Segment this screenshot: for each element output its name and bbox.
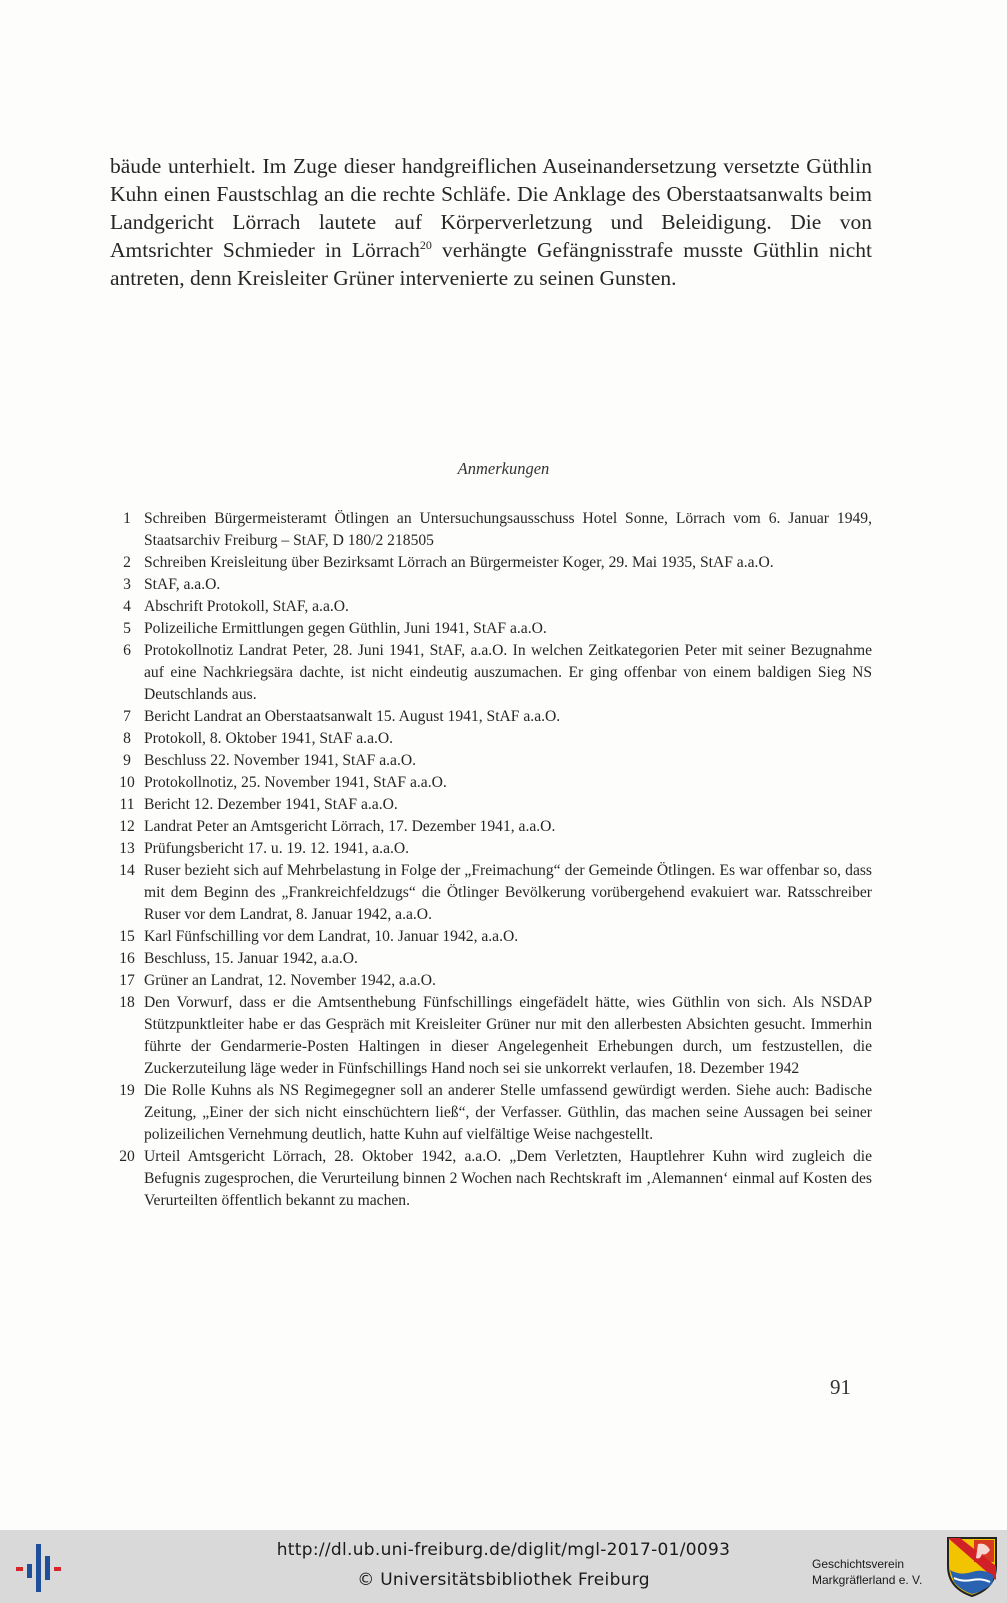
note-text: Grüner an Landrat, 12. November 1942, a.a.O. (144, 972, 436, 989)
note-item (110, 794, 872, 816)
note-item (110, 926, 872, 948)
society-line-2: Markgräflerland e. V. (812, 1573, 923, 1587)
footer-copyright: © Universitätsbibliothek Freiburg (357, 1570, 650, 1590)
note-text: Ruser bezieht sich auf Mehrbelastung in Folge der „Freimachung“ der Gemeinde Ötlingen. Es war offenbar so, dass mit dem Beginn des „Frankreichfeldzugs“ die Ötlinger Bevölkerung vorübergehend evakuiert war. Ratsschreiber Ruser vor dem Landrat, 8. Januar 1942, a.a.O. (144, 862, 872, 923)
note-text: Landrat Peter an Amtsgericht Lörrach, 17. Dezember 1941, a.a.O. (144, 818, 556, 835)
footer-url-link[interactable]: http://dl.ub.uni-freiburg.de/diglit/mgl-2017-01/0093 (276, 1540, 731, 1560)
note-text: Protokollnotiz Landrat Peter, 28. Juni 1941, StAF, a.a.O. In welchen Zeitkategorien Peter mit seiner Bezugnahme auf eine Nachkriegsära dachte, ist nicht eindeutig auszumachen. Er ging offenbar von einem baldigen Sieg NS Deutschlands aus. (144, 642, 872, 703)
note-item (110, 728, 872, 750)
note-text: Schreiben Kreisleitung über Bezirksamt Lörrach an Bürgermeister Koger, 29. Mai 1935, StAF a.a.O. (144, 554, 774, 571)
note-number: 12 (119, 818, 135, 835)
note-text: Schreiben Bürgermeisteramt Ötlingen an Untersuchungsausschuss Hotel Sonne, Lörrach vom 6. Januar 1949, Staatsarchiv Freiburg – StAF, D 180/2 218505 (144, 510, 872, 549)
note-text: StAF, a.a.O. (144, 576, 221, 593)
note-number: 20 (119, 1148, 135, 1165)
note-number: 5 (123, 620, 131, 637)
footer-bar (0, 1530, 1007, 1603)
note-item (110, 1080, 872, 1146)
note-number: 15 (119, 928, 135, 945)
footnote-ref-20[interactable]: 20 (419, 238, 432, 252)
note-item (110, 508, 872, 552)
note-number: 9 (123, 752, 131, 769)
note-item (110, 860, 872, 926)
note-number: 3 (123, 576, 131, 593)
notes-heading: Anmerkungen (457, 459, 550, 478)
note-number: 1 (123, 510, 131, 527)
note-text: Abschrift Protokoll, StAF, a.a.O. (144, 598, 349, 615)
note-item (110, 948, 872, 970)
note-number: 16 (119, 950, 135, 967)
note-number: 19 (119, 1082, 135, 1099)
note-item (110, 618, 872, 640)
note-number: 10 (119, 774, 135, 791)
note-text: Protokoll, 8. Oktober 1941, StAF a.a.O. (144, 730, 394, 747)
note-item (110, 772, 872, 794)
note-item (110, 596, 872, 618)
note-number: 17 (119, 972, 135, 989)
note-item (110, 1146, 872, 1212)
note-number: 11 (119, 796, 135, 813)
note-text: Protokollnotiz, 25. November 1941, StAF a.a.O. (144, 774, 447, 791)
note-item (110, 816, 872, 838)
body-paragraph (110, 152, 872, 292)
note-number: 8 (123, 730, 131, 747)
note-text: Polizeiliche Ermittlungen gegen Güthlin, Juni 1941, StAF a.a.O. (144, 620, 547, 637)
body-text-part1: bäude unterhielt. Im Zuge dieser handgreiflichen Auseinandersetzung versetzte Güthlin Kuhn einen Faustschlag an die rechte Schläfe. Die Anklage des Oberstaatsanwalts beim Landgericht Lörrach lautete auf Körperverletzung und Beleidigung. Die von Amtsrichter Schmieder in Lörrach (110, 154, 872, 262)
body-text-part2: verhängte Gefängnisstrafe musste Güthlin nicht antreten, denn Kreisleiter Grüner intervenierte zu seinen Gunsten. (110, 238, 872, 290)
note-item (110, 574, 872, 596)
note-item (110, 992, 872, 1080)
note-number: 18 (119, 994, 135, 1011)
note-text: Bericht Landrat an Oberstaatsanwalt 15. August 1941, StAF a.a.O. (144, 708, 561, 725)
page-number: 91 (830, 1375, 851, 1399)
note-text: Die Rolle Kuhns als NS Regimegegner soll an anderer Stelle umfassend gewürdigt werden. Siehe auch: Badische Zeitung, „Einer der sich nicht einschüchtern ließ“, der Verfasser. Güthlin, das machen seine Aussagen bei seiner polizeilichen Vernehmung deutlich, hatte Kuhn auf vielfältige Weise nachgestellt. (144, 1082, 872, 1143)
society-line-1: Geschichtsverein (812, 1557, 905, 1571)
coat-of-arms-icon[interactable] (946, 1536, 998, 1598)
note-item (110, 706, 872, 728)
note-text: Bericht 12. Dezember 1941, StAF a.a.O. (144, 796, 398, 813)
note-number: 13 (119, 840, 135, 857)
note-text: Den Vorwurf, dass er die Amtsenthebung Fünfschillings eingefädelt hätte, wies Güthlin von sich. Als NSDAP Stützpunktleiter habe er das Gespräch mit Kreisleiter Grüner nur mit den allerbesten Absichten gesucht. Immerhin führte der Gendarmerie-Posten Haltingen in dieser Angelegenheit Erhebungen durch, um festzustellen, die Zuckerzuteilung läge weder in Fünfschillings Hand noch sei sie unkorrekt verlaufen, 18. Dezember 1942 (144, 994, 872, 1077)
note-text: Beschluss 22. November 1941, StAF a.a.O. (144, 752, 416, 769)
note-item (110, 640, 872, 706)
note-number: 6 (123, 642, 131, 659)
note-text: Urteil Amtsgericht Lörrach, 28. Oktober 1942, a.a.O. „Dem Verletzten, Hauptlehrer Kuhn wird zugleich die Befugnis zugesprochen, die Verurteilung binnen 2 Wochen nach Rechtskraft im ‚Alemannen‘ einmal auf Kosten des Verurteilten öffentlich bekannt zu machen. (144, 1148, 872, 1209)
note-number: 7 (123, 708, 131, 725)
note-item (110, 970, 872, 992)
note-item (110, 838, 872, 860)
note-text: Prüfungsbericht 17. u. 19. 12. 1941, a.a.O. (144, 840, 410, 857)
society-name (812, 1556, 922, 1588)
note-text: Beschluss, 15. Januar 1942, a.a.O. (144, 950, 358, 967)
note-text: Karl Fünfschilling vor dem Landrat, 10. Januar 1942, a.a.O. (144, 928, 519, 945)
note-number: 2 (123, 554, 131, 571)
note-item (110, 552, 872, 574)
note-item (110, 750, 872, 772)
note-number: 14 (119, 862, 135, 879)
notes-list (110, 508, 872, 1212)
note-number: 4 (123, 598, 131, 615)
